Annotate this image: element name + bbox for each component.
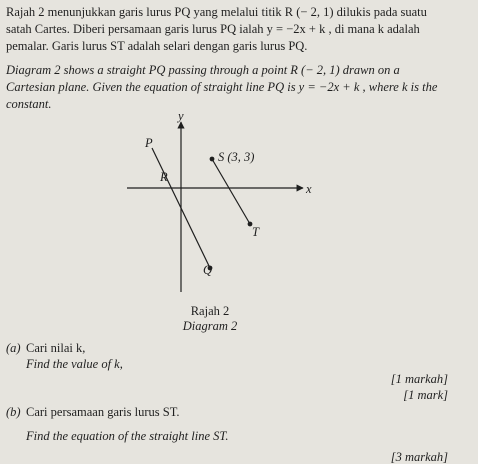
line-st bbox=[212, 159, 250, 224]
part-a-label: (a) bbox=[6, 341, 21, 355]
part-a-marks-malay: [1 markah] bbox=[390, 372, 448, 386]
x-axis-label: x bbox=[306, 182, 312, 196]
malay-intro-line-3: pemalar. Garis lurus ST adalah selari dengan garis lurus PQ. bbox=[6, 39, 308, 53]
part-b-malay: Cari persamaan garis lurus ST. bbox=[26, 405, 180, 419]
english-intro-line-2: Cartesian plane. Given the equation of straight line PQ is y = −2x + k , where k is the bbox=[6, 80, 438, 94]
english-intro-line-1: Diagram 2 shows a straight PQ passing through a point R (− 2, 1) drawn on a bbox=[6, 63, 400, 77]
caption-english: Diagram 2 bbox=[182, 319, 238, 333]
part-b-marks-malay: [3 markah] bbox=[390, 450, 448, 464]
malay-intro-line-1: Rajah 2 menunjukkan garis lurus PQ yang melalui titik R (− 2, 1) dilukis pada suatu bbox=[6, 5, 427, 19]
label-r: R bbox=[160, 170, 168, 184]
part-a-marks-english: [1 mark] bbox=[403, 388, 448, 402]
label-p: P bbox=[145, 136, 153, 150]
english-intro-line-3: constant. bbox=[6, 97, 52, 111]
label-s: S (3, 3) bbox=[218, 150, 255, 164]
malay-intro-line-2: satah Cartes. Diberi persamaan garis lurus PQ ialah y = −2x + k , di mana k adalah bbox=[6, 22, 420, 36]
y-axis-label: y bbox=[178, 109, 184, 123]
part-b-english: Find the equation of the straight line ST. bbox=[26, 429, 229, 443]
caption-malay: Rajah 2 bbox=[190, 304, 230, 318]
point-s bbox=[210, 157, 215, 162]
part-a-english: Find the value of k, bbox=[26, 357, 123, 371]
label-q: Q bbox=[203, 263, 213, 277]
part-b-label: (b) bbox=[6, 405, 21, 419]
label-t: T bbox=[252, 225, 259, 239]
part-a-malay: Cari nilai k, bbox=[26, 341, 86, 355]
